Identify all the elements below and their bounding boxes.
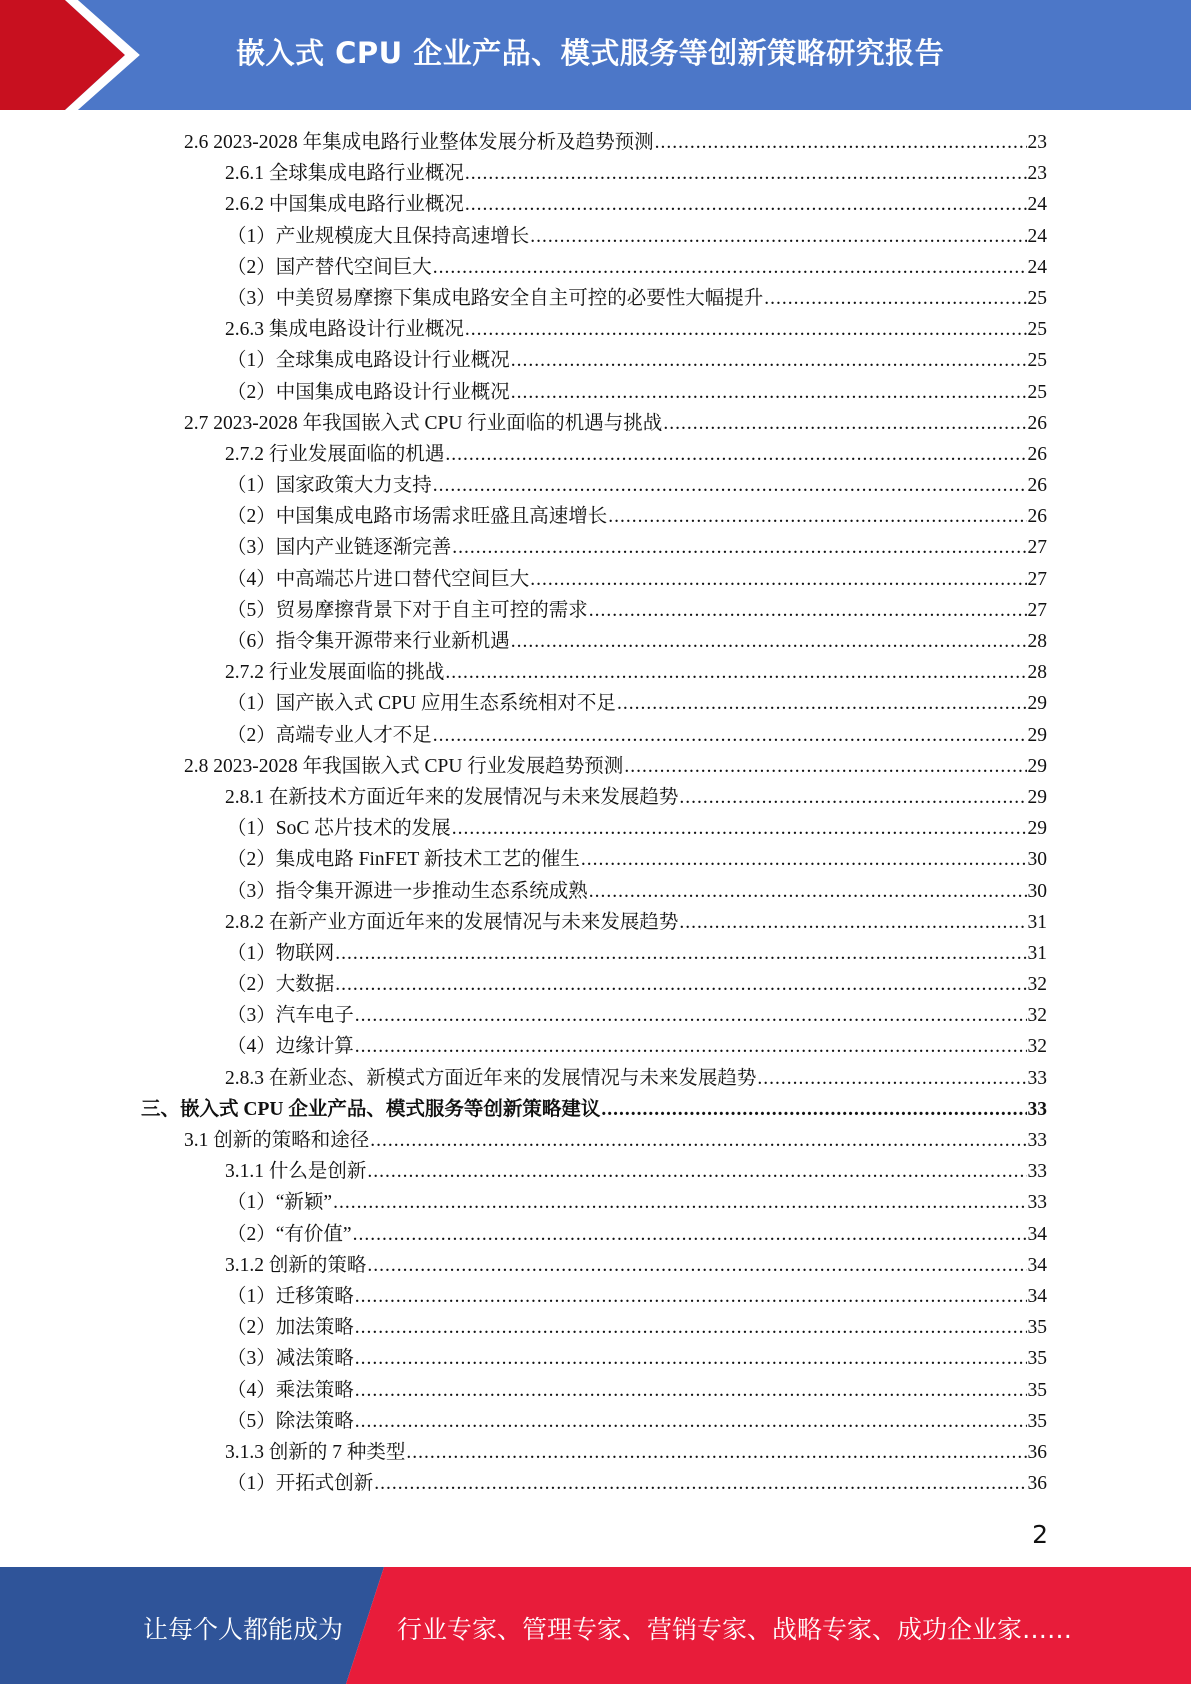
toc-entry-title: （2）高端专业人才不足 xyxy=(227,724,432,746)
toc-entry[interactable] xyxy=(0,1187,1191,1218)
toc-entry-page: 35 xyxy=(1027,1348,1047,1370)
toc-entry-title: 2.8 2023-2028 年我国嵌入式 CPU 行业发展趋势预测 xyxy=(184,755,624,777)
toc-entry[interactable] xyxy=(0,252,1191,283)
toc-leader-dots xyxy=(445,657,1026,688)
toc-entry[interactable] xyxy=(0,158,1191,189)
toc-entry-page: 32 xyxy=(1027,974,1047,996)
toc-entry-page: 30 xyxy=(1027,849,1047,871)
toc-entry[interactable] xyxy=(0,1063,1191,1094)
toc-leader-dots xyxy=(355,1343,1027,1374)
toc-entry-page: 35 xyxy=(1027,1317,1047,1339)
toc-leader-dots xyxy=(452,813,1027,844)
toc-leader-dots xyxy=(679,782,1026,813)
toc-leader-dots xyxy=(452,532,1026,563)
toc-entry-page: 26 xyxy=(1027,506,1047,528)
toc-entry[interactable] xyxy=(0,1000,1191,1031)
toc-entry-title: （1）SoC 芯片技术的发展 xyxy=(227,818,451,840)
toc-leader-dots xyxy=(511,345,1027,376)
toc-entry-page: 26 xyxy=(1027,475,1047,497)
toc-entry[interactable] xyxy=(0,1437,1191,1468)
toc-entry-page: 32 xyxy=(1027,1036,1047,1058)
toc-leader-dots xyxy=(465,189,1027,220)
toc-entry[interactable] xyxy=(0,1250,1191,1281)
toc-entry-title: 2.8.1 在新技术方面近年来的发展情况与未来发展趋势 xyxy=(225,786,679,808)
toc-entry-page: 23 xyxy=(1027,163,1047,185)
toc-leader-dots xyxy=(764,283,1026,314)
toc-entry-title: （1）国家政策大力支持 xyxy=(227,475,432,497)
toc-entry-title: （1）产业规模庞大且保持高速增长 xyxy=(227,225,530,247)
toc-leader-dots xyxy=(465,314,1027,345)
toc-entry-title: （1）迁移策略 xyxy=(227,1285,354,1307)
toc-entry-title: （2）大数据 xyxy=(227,974,335,996)
toc-entry-title: 2.6.3 集成电路设计行业概况 xyxy=(225,319,464,341)
toc-entry-page: 33 xyxy=(1027,1130,1047,1151)
toc-leader-dots xyxy=(445,439,1026,470)
toc-entry[interactable] xyxy=(0,751,1191,782)
toc-entry-title: 2.6 2023-2028 年集成电路行业整体发展分析及趋势预测 xyxy=(184,132,654,153)
toc-entry[interactable] xyxy=(0,189,1191,220)
page-number: 2 xyxy=(1032,1520,1048,1549)
toc-leader-dots xyxy=(355,1406,1027,1437)
toc-entry[interactable] xyxy=(0,1312,1191,1343)
toc-entry-page: 36 xyxy=(1027,1473,1047,1495)
toc-entry[interactable] xyxy=(0,1219,1191,1250)
toc-entry-page: 29 xyxy=(1027,786,1047,808)
toc-entry-title: （3）中美贸易摩擦下集成电路安全自主可控的必要性大幅提升 xyxy=(227,287,764,309)
toc-entry-page: 36 xyxy=(1027,1441,1047,1463)
toc-entry-page: 25 xyxy=(1027,319,1047,341)
toc-entry-title: （2）加法策略 xyxy=(227,1317,354,1339)
toc-entry[interactable] xyxy=(0,688,1191,719)
toc-entry[interactable] xyxy=(0,720,1191,751)
toc-entry[interactable] xyxy=(0,1125,1191,1156)
toc-entry-title: （2）国产替代空间巨大 xyxy=(227,256,432,278)
toc-entry[interactable] xyxy=(0,1468,1191,1499)
toc-entry[interactable] xyxy=(0,564,1191,595)
toc-entry[interactable] xyxy=(0,938,1191,969)
toc-entry-title: （2）中国集成电路市场需求旺盛且高速增长 xyxy=(227,506,608,528)
toc-entry[interactable] xyxy=(0,501,1191,532)
toc-entry[interactable] xyxy=(0,595,1191,626)
toc-entry-title: （2）集成电路 FinFET 新技术工艺的催生 xyxy=(227,849,580,871)
toc-entry-page: 24 xyxy=(1027,256,1047,278)
toc-leader-dots xyxy=(335,938,1026,969)
toc-entry[interactable] xyxy=(0,844,1191,875)
toc-entry[interactable] xyxy=(0,1343,1191,1374)
toc-entry-page: 27 xyxy=(1027,568,1047,590)
toc-entry-title: （5）除法策略 xyxy=(227,1410,354,1432)
toc-entry-title: （1）国产嵌入式 CPU 应用生态系统相对不足 xyxy=(227,693,616,715)
toc-leader-dots xyxy=(663,408,1026,439)
toc-leader-dots xyxy=(465,158,1027,189)
toc-leader-dots xyxy=(589,595,1027,626)
toc-leader-dots xyxy=(355,1281,1027,1312)
page-header xyxy=(0,0,1191,110)
header-arrow-decoration xyxy=(0,0,150,110)
toc-entry-title: （1）物联网 xyxy=(227,942,335,964)
footer-slogan: 让每个人都能成为 xyxy=(143,1615,344,1644)
toc-entry-title: （2）中国集成电路设计行业概况 xyxy=(227,381,510,403)
toc-entry-title: （3）汽车电子 xyxy=(227,1005,354,1027)
toc-entry-page: 35 xyxy=(1027,1379,1047,1401)
toc-entry-title: （1）开拓式创新 xyxy=(227,1473,374,1495)
toc-leader-dots xyxy=(355,1375,1027,1406)
toc-entry-page: 29 xyxy=(1027,755,1047,777)
toc-entry[interactable] xyxy=(0,1031,1191,1062)
toc-leader-dots xyxy=(370,1125,1026,1156)
toc-leader-dots xyxy=(433,470,1027,501)
toc-leader-dots xyxy=(406,1437,1026,1468)
toc-entry-page: 28 xyxy=(1027,631,1047,652)
toc-entry-title: （5）贸易摩擦背景下对于自主可控的需求 xyxy=(227,599,588,621)
toc-entry-page: 33 xyxy=(1027,1192,1047,1214)
toc-entry-page: 32 xyxy=(1027,1005,1047,1027)
toc-entry-page: 24 xyxy=(1027,194,1047,216)
toc-entry-page: 25 xyxy=(1027,287,1047,309)
toc-entry[interactable] xyxy=(0,314,1191,345)
toc-entry-page: 29 xyxy=(1027,818,1047,840)
toc-entry-title: 2.6.2 中国集成电路行业概况 xyxy=(225,194,464,216)
toc-leader-dots xyxy=(589,876,1027,907)
toc-entry-page: 34 xyxy=(1027,1254,1047,1276)
toc-entry[interactable] xyxy=(0,782,1191,813)
toc-entry-title: （1）全球集成电路设计行业概况 xyxy=(227,350,510,372)
toc-entry-title: （3）国内产业链逐渐完善 xyxy=(227,537,452,559)
toc-entry-title: 三、嵌入式 CPU 企业产品、模式服务等创新策略建议 xyxy=(141,1098,601,1120)
toc-entry[interactable] xyxy=(0,1281,1191,1312)
toc-entry[interactable] xyxy=(0,439,1191,470)
toc-entry[interactable] xyxy=(0,283,1191,314)
toc-leader-dots xyxy=(581,844,1027,875)
report-title: 嵌入式 CPU 企业产品、模式服务等创新策略研究报告 xyxy=(236,36,945,70)
toc-leader-dots xyxy=(601,1094,1026,1125)
toc-entry-title: 3.1 创新的策略和途径 xyxy=(184,1130,370,1151)
toc-entry-page: 33 xyxy=(1027,1098,1047,1120)
toc-leader-dots xyxy=(757,1063,1026,1094)
toc-entry[interactable] xyxy=(0,408,1191,439)
toc-entry-page: 31 xyxy=(1027,942,1047,964)
toc-entry-page: 34 xyxy=(1027,1285,1047,1307)
toc-leader-dots xyxy=(655,127,1027,158)
toc-leader-dots xyxy=(617,688,1027,719)
toc-entry-title: （1）“新颖” xyxy=(227,1192,333,1214)
toc-entry[interactable] xyxy=(0,1406,1191,1437)
toc-leader-dots xyxy=(355,1031,1027,1062)
toc-entry-page: 33 xyxy=(1027,1161,1047,1183)
toc-entry-page: 29 xyxy=(1027,693,1047,715)
toc-entry-page: 28 xyxy=(1027,662,1047,684)
toc-entry-page: 25 xyxy=(1027,381,1047,403)
toc-leader-dots xyxy=(374,1468,1026,1499)
toc-entry[interactable] xyxy=(0,377,1191,408)
toc-entry[interactable] xyxy=(0,813,1191,844)
toc-leader-dots xyxy=(530,221,1026,252)
toc-leader-dots xyxy=(511,377,1027,408)
toc-leader-dots xyxy=(608,501,1026,532)
toc-entry-page: 30 xyxy=(1027,880,1047,902)
toc-leader-dots xyxy=(355,1312,1027,1343)
toc-entry-title: 2.7.2 行业发展面临的机遇 xyxy=(225,443,445,465)
toc-entry-page: 25 xyxy=(1027,350,1047,372)
toc-leader-dots xyxy=(624,751,1026,782)
toc-entry-page: 33 xyxy=(1027,1067,1047,1089)
toc-entry[interactable] xyxy=(0,1375,1191,1406)
toc-leader-dots xyxy=(530,564,1026,595)
toc-entry-page: 26 xyxy=(1027,412,1047,434)
toc-entry-page: 27 xyxy=(1027,537,1047,559)
toc-entry[interactable] xyxy=(0,1156,1191,1187)
toc-leader-dots xyxy=(353,1219,1027,1250)
toc-entry-title: 2.7.2 行业发展面临的挑战 xyxy=(225,662,445,684)
toc-entry-title: （4）乘法策略 xyxy=(227,1379,354,1401)
toc-entry[interactable] xyxy=(0,907,1191,938)
toc-leader-dots xyxy=(367,1250,1026,1281)
toc-entry-page: 26 xyxy=(1027,443,1047,465)
toc-leader-dots xyxy=(333,1187,1026,1218)
toc-entry-title: （4）边缘计算 xyxy=(227,1036,354,1058)
toc-entry[interactable] xyxy=(0,532,1191,563)
footer-roles: 行业专家、管理专家、营销专家、战略专家、成功企业家…… xyxy=(397,1615,1073,1644)
toc-entry-title: 3.1.3 创新的 7 种类型 xyxy=(225,1441,406,1463)
toc-entry-title: （3）减法策略 xyxy=(227,1348,354,1370)
toc-leader-dots xyxy=(679,907,1026,938)
toc-entry-title: （2）“有价值” xyxy=(227,1223,352,1245)
toc-entry[interactable] xyxy=(0,221,1191,252)
toc-entry-page: 24 xyxy=(1027,225,1047,247)
toc-entry-title: 3.1.1 什么是创新 xyxy=(225,1161,367,1183)
toc-entry-title: （4）中高端芯片进口替代空间巨大 xyxy=(227,568,530,590)
toc-entry-page: 29 xyxy=(1027,724,1047,746)
toc-leader-dots xyxy=(335,969,1026,1000)
toc-leader-dots xyxy=(355,1000,1027,1031)
toc-entry-title: （6）指令集开源带来行业新机遇 xyxy=(227,631,510,652)
toc-leader-dots xyxy=(433,720,1027,751)
toc-entry-title: 2.8.3 在新业态、新模式方面近年来的发展情况与未来发展趋势 xyxy=(225,1067,757,1089)
toc-entry-title: 2.8.2 在新产业方面近年来的发展情况与未来发展趋势 xyxy=(225,911,679,933)
toc-entry[interactable] xyxy=(0,626,1191,657)
toc-entry[interactable] xyxy=(0,876,1191,907)
toc-entry[interactable] xyxy=(0,470,1191,501)
toc-entry[interactable] xyxy=(0,127,1191,158)
toc-entry-title: 2.7 2023-2028 年我国嵌入式 CPU 行业面临的机遇与挑战 xyxy=(184,412,663,434)
toc-entry-page: 27 xyxy=(1027,599,1047,621)
toc-entry-page: 31 xyxy=(1027,911,1047,933)
toc-leader-dots xyxy=(433,252,1027,283)
toc-entry[interactable] xyxy=(0,345,1191,376)
toc-entry-title: 3.1.2 创新的策略 xyxy=(225,1254,367,1276)
toc-entry[interactable] xyxy=(0,969,1191,1000)
toc-entry-page: 35 xyxy=(1027,1410,1047,1432)
toc-leader-dots xyxy=(367,1156,1026,1187)
toc-entry-page: 34 xyxy=(1027,1223,1047,1245)
table-of-contents xyxy=(0,127,1191,1499)
toc-entry-title: （3）指令集开源进一步推动生态系统成熟 xyxy=(227,880,588,902)
toc-leader-dots xyxy=(511,626,1027,657)
toc-entry[interactable] xyxy=(0,657,1191,688)
toc-entry[interactable] xyxy=(0,1094,1191,1125)
toc-entry-title: 2.6.1 全球集成电路行业概况 xyxy=(225,163,464,185)
toc-entry-page: 23 xyxy=(1027,132,1047,153)
